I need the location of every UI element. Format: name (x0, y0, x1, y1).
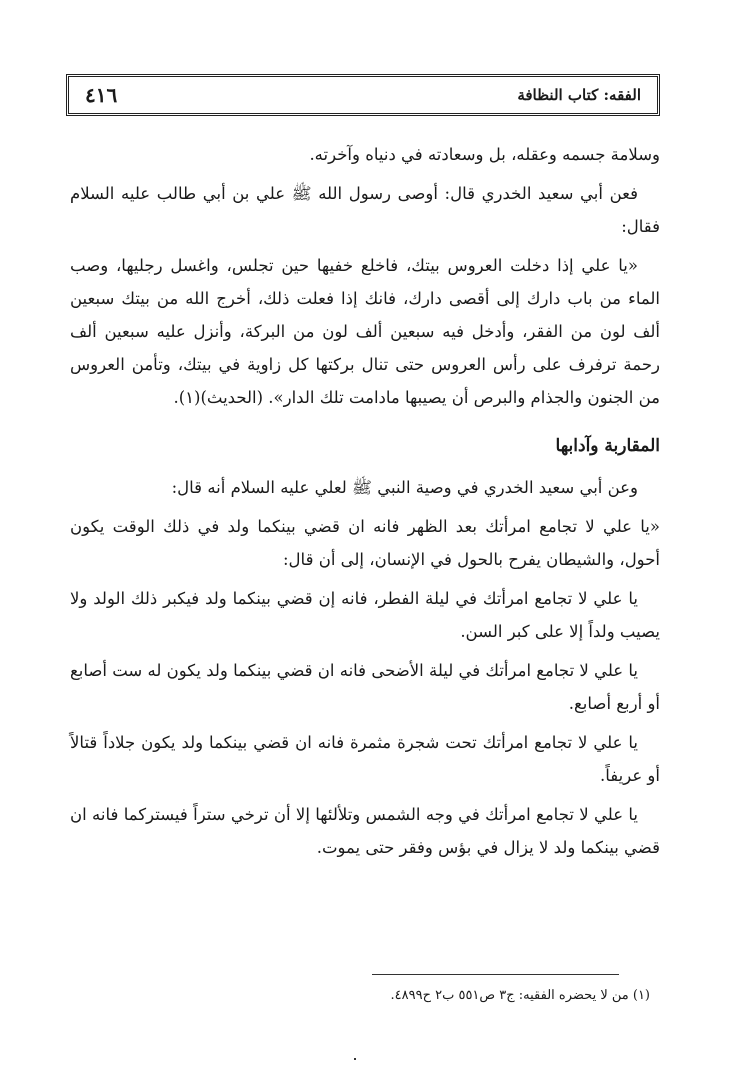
paragraph: يا علي لا تجامع امرأتك في ليلة الأضحى فانه ان قضي بينكما ولد يكون له ست أصابع أو أربع أصابع. (69, 661, 660, 713)
paragraph: وسلامة جسمه وعقله، بل وسعادته في دنياه وآخرته. (309, 145, 660, 164)
page-mark (354, 1058, 356, 1060)
section-heading: المقاربة وآدابها (555, 436, 660, 456)
paragraph: فعن أبي سعيد الخدري قال: أوصى رسول الله ﷺ علي بن أبي طالب عليه السلام فقال: (70, 184, 660, 236)
page-number: ٤١٦ (85, 83, 118, 107)
paragraph: يا علي لا تجامع امرأتك في ليلة الفطر، فانه إن قضي بينكما ولد فيكبر ذلك الولد ولا يصيب ولداً إلا على كبر السن. (70, 589, 660, 641)
paragraph: يا علي لا تجامع امرأتك في وجه الشمس وتلألئها إلا أن ترخي ستراً فيستركما فانه ان قضي بينكما ولد لا يزال في بؤس وفقر حتى يموت. (70, 805, 660, 857)
hadith-quote: «يا علي لا تجامع امرأتك بعد الظهر فانه ان قضي بينكما ولد في ذلك الوقت يكون أحول، والشيطان يفرح بالحول في الإنسان، إلى أن قال: (70, 517, 660, 569)
running-title: الفقه: كتاب النظافة (517, 86, 641, 104)
footnote: (١) من لا يحضره الفقيه: ج٣ ص٥٥١ ب٢ ح٤٨٩٩. (390, 988, 650, 1003)
page-body (70, 138, 660, 870)
hadith-quote: «يا علي إذا دخلت العروس بيتك، فاخلع خفيها حين تجلس، واغسل رجليها، وصب الماء من باب دارك إلى أقصى دارك، فانك إذا فعلت ذلك، أخرج الله من بيتك سبعين ألف لون من الفقر، وأدخل فيه سبعين ألف لون من البركة، وأنزل عليه سبعين ألف رحمة ترفرف على رأس العروس حتى تنال بركتها كل زاوية في بيتك، وتأمن العروس من الجنون والجذام والبرص أن يصيبها مادامت تلك الدار». (الحديث)(١). (70, 256, 660, 407)
footnote-divider (372, 974, 619, 975)
paragraph: يا علي لا تجامع امرأتك تحت شجرة مثمرة فانه ان قضي بينكما ولد يكون جلاداً قتالاً أو عريفاً. (70, 733, 660, 785)
page-header (66, 74, 660, 116)
paragraph: وعن أبي سعيد الخدري في وصية النبي ﷺ لعلي عليه السلام أنه قال: (171, 478, 638, 497)
